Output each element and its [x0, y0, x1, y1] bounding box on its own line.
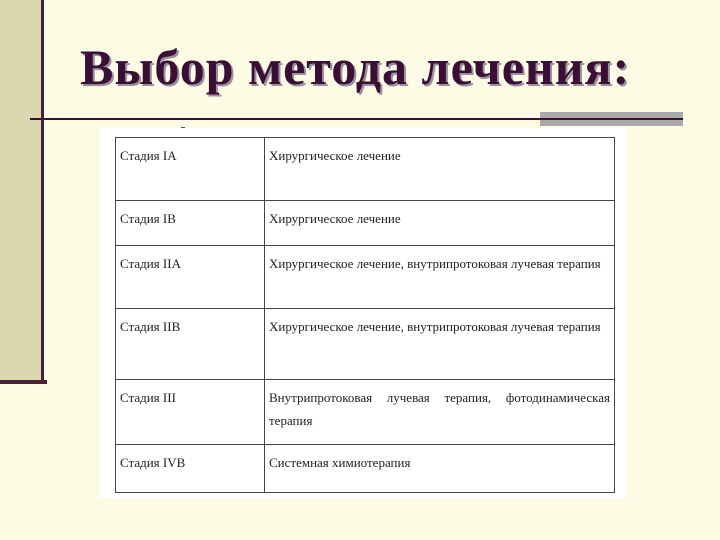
side-decoration-cap: [0, 380, 47, 384]
stage-cell: Стадия IIB: [116, 309, 265, 380]
treatment-cell: Хирургическое лечение, внутрипротоковая лучевая терапия: [265, 246, 615, 309]
stage-cell: Стадия IB: [116, 201, 265, 246]
title-underline-accent-line: [540, 118, 683, 120]
treatment-cell: Системная химиотерапия: [265, 445, 615, 493]
table-row: [116, 380, 615, 445]
table-row: [116, 201, 615, 246]
stage-cell: Стадия IA: [116, 138, 265, 201]
scan-artifact-mark: [181, 127, 185, 128]
title-underline: [30, 118, 540, 120]
stage-cell: Стадия IIA: [116, 246, 265, 309]
table-row: [116, 138, 615, 201]
stage-cell: Стадия III: [116, 380, 265, 445]
treatment-cell: Внутрипротоковая лучевая терапия, фотодинамическая терапия: [265, 380, 615, 445]
treatment-cell: Хирургическое лечение: [265, 201, 615, 246]
treatment-table: [115, 137, 615, 493]
table-row: [116, 445, 615, 493]
stage-cell: Стадия IVB: [116, 445, 265, 493]
slide-title: Выбор метода лечения:: [80, 39, 631, 95]
table-row: [116, 309, 615, 380]
treatment-cell: Хирургическое лечение: [265, 138, 615, 201]
side-decoration-bar: [0, 0, 44, 383]
treatment-cell: Хирургическое лечение, внутрипротоковая лучевая терапия: [265, 309, 615, 380]
table-row: [116, 246, 615, 309]
